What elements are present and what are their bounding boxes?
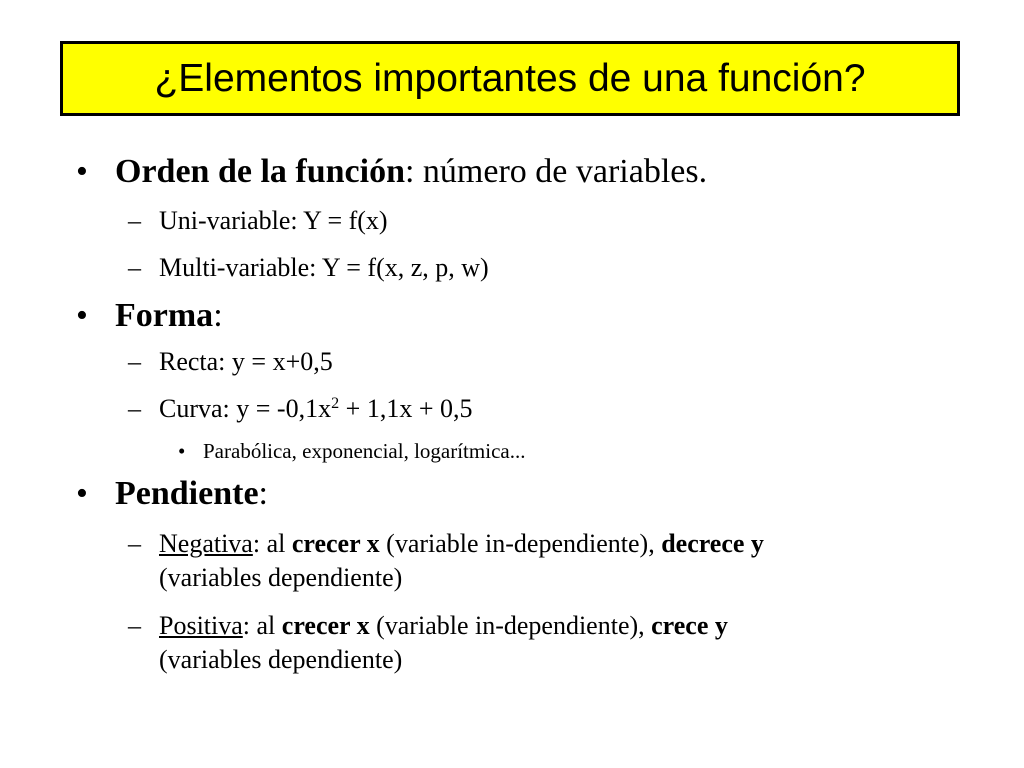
- bullet-forma: [115, 296, 223, 336]
- sub-item-recta: Recta: y = x+0,5: [159, 347, 333, 376]
- dash-icon: –: [128, 206, 141, 235]
- slide-title: ¿Elementos importantes de una función?: [154, 56, 866, 100]
- pendiente-term: Pendiente: [115, 475, 259, 512]
- dash-icon: –: [128, 394, 141, 423]
- sub-sub-item-formas: Parabólica, exponencial, logarítmica...: [203, 439, 526, 463]
- bullet-pendiente: [115, 474, 268, 514]
- positiva-label: Positiva: [159, 611, 243, 640]
- positiva-bold-2: crece y: [651, 611, 728, 640]
- negativa-bold-2: decrece y: [661, 529, 764, 558]
- positiva-bold-1: crecer x: [281, 611, 370, 640]
- bullet-icon: •: [76, 475, 88, 512]
- sub-item-univariable: Uni-variable: Y = f(x): [159, 206, 388, 235]
- orden-rest: : número de variables.: [404, 153, 708, 190]
- negativa-bold-1: crecer x: [291, 529, 380, 558]
- bullet-icon: •: [76, 297, 88, 334]
- sub-item-multivariable: Multi-variable: Y = f(x, z, p, w): [159, 253, 489, 282]
- dash-icon: –: [128, 253, 141, 282]
- orden-term: Orden de la función: [115, 153, 405, 190]
- sub-item-positiva: [159, 610, 728, 642]
- curva-text-a: Curva: y = -0,1x: [159, 394, 332, 423]
- curva-text-b: + 1,1x + 0,5: [339, 394, 473, 423]
- sub-item-negativa: [159, 528, 764, 560]
- pendiente-colon: :: [258, 475, 268, 512]
- dash-icon: –: [128, 347, 141, 376]
- sub-item-curva: [159, 393, 472, 425]
- positiva-text-1: : al: [242, 611, 282, 640]
- bullet-orden: [115, 152, 707, 192]
- dash-icon: –: [128, 529, 141, 558]
- dash-icon: –: [128, 611, 141, 640]
- negativa-text-2: (variable in-dependiente),: [379, 529, 662, 558]
- positiva-text-2: (variable in-dependiente),: [369, 611, 652, 640]
- negativa-label: Negativa: [159, 529, 253, 558]
- curva-exponent: 2: [331, 395, 340, 413]
- forma-colon: :: [213, 297, 223, 334]
- positiva-line-2: (variables dependiente): [159, 645, 403, 674]
- bullet-icon: •: [76, 153, 88, 190]
- negativa-line-2: (variables dependiente): [159, 563, 403, 592]
- forma-term: Forma: [115, 297, 214, 334]
- negativa-text-1: : al: [252, 529, 292, 558]
- small-bullet-icon: •: [178, 439, 186, 463]
